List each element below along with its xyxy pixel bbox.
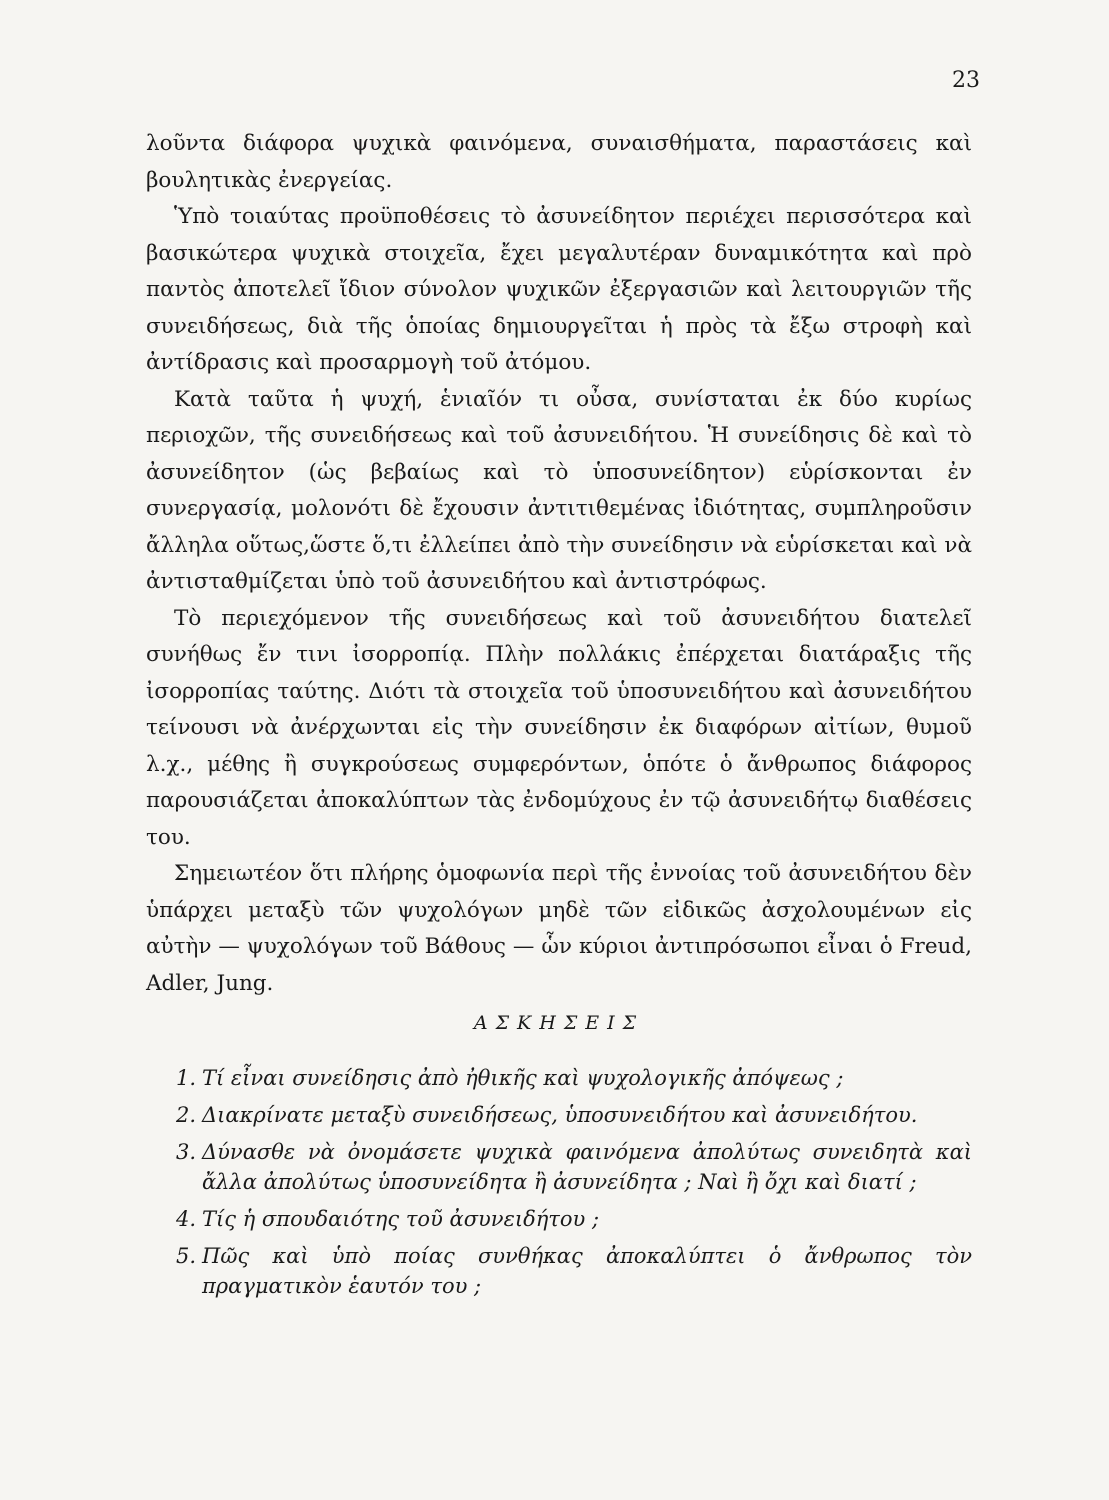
exercise-number: 2. xyxy=(175,1103,196,1127)
exercise-number: 5. xyxy=(175,1244,196,1268)
exercise-list xyxy=(146,1063,972,1308)
paragraph: Σημειωτέον ὅτι πλήρης ὁμοφωνία περὶ τῆς ἐννοίας τοῦ ἀσυνειδήτου δὲν ὑπάρχει μεταξὺ τῶν ψυχολόγων μηδὲ τῶν εἰδικῶς ἀσχολουμένων εἰς αὐτὴν — ψυχολόγων τοῦ Βάθους — ὧν κύριοι ἀντιπρόσωποι εἶναι ὁ Freud, Adler, Jung. xyxy=(146,861,972,996)
body-text xyxy=(146,126,972,1002)
exercise-question: Διακρίνατε μεταξὺ συνειδήσεως, ὑποσυνειδήτου καὶ ἀσυνειδήτου. xyxy=(202,1103,918,1127)
exercise-item xyxy=(146,1204,972,1234)
page-number: 23 xyxy=(952,68,980,93)
paragraph: λοῦντα διάφορα ψυχικὰ φαινόμενα, συναισθήματα, παραστάσεις καὶ βουλητικὰς ἐνεργείας. xyxy=(146,131,972,193)
exercise-question: Πῶς καὶ ὑπὸ ποίας συνθήκας ἀποκαλύπτει ὁ ἄνθρωπος τὸν πραγματικὸν ἑαυτόν του ; xyxy=(202,1244,972,1298)
paragraph: Ὑπὸ τοιαύτας προϋποθέσεις τὸ ἀσυνείδητον περιέχει περισσότερα καὶ βασικώτερα ψυχικὰ στοιχεῖα, ἔχει μεγαλυτέραν δυναμικότητα καὶ πρὸ παντὸς ἀποτελεῖ ἴδιον σύνολον ψυχικῶν ἐξεργασιῶν καὶ λειτουργιῶν τῆς συνειδήσεως, διὰ τῆς ὁποίας δημιουργεῖται ἡ πρὸς τὰ ἔξω στροφὴ καὶ ἀντίδρασις καὶ προσαρμογὴ τοῦ ἀτόμου. xyxy=(146,204,972,375)
exercise-item xyxy=(146,1063,972,1093)
exercise-question: Τίς ἡ σπουδαιότης τοῦ ἀσυνειδήτου ; xyxy=(202,1207,600,1231)
paragraph: Τὸ περιεχόμενον τῆς συνειδήσεως καὶ τοῦ ἀσυνειδήτου διατελεῖ συνήθως ἔν τινι ἰσορροπίᾳ. Πλὴν πολλάκις ἐπέρχεται διατάραξις τῆς ἰσορροπίας ταύτης. Διότι τὰ στοιχεῖα τοῦ ὑποσυνειδήτου καὶ ἀσυνειδήτου τείνουσι νὰ ἀνέρχωνται εἰς τὴν συνείδησιν ἐκ διαφόρων αἰτίων, θυμοῦ λ.χ., μέθης ἢ συγκρούσεως συμφερόντων, ὁπότε ὁ ἄνθρωπος διάφορος παρουσιάζεται ἀποκαλύπτων τὰς ἐνδομύχους ἐν τῷ ἀσυνειδήτῳ διαθέσεις του. xyxy=(146,605,972,850)
exercise-number: 4. xyxy=(175,1207,196,1231)
paragraph: Κατὰ ταῦτα ἡ ψυχή, ἑνιαῖόν τι οὖσα, συνίσταται ἐκ δύο κυρίως περιοχῶν, τῆς συνειδήσεως καὶ τοῦ ἀσυνειδήτου. Ἡ συνείδησις δὲ καὶ τὸ ἀσυνείδητον (ὡς βεβαίως καὶ τὸ ὑποσυνείδητον) εὑρίσκονται ἐν συνεργασίᾳ, μολονότι δὲ ἔχουσιν ἀντιτιθεμένας ἰδιότητας, συμπληροῦσιν ἄλληλα οὕτως,ὥστε ὅ,τι ἐλλείπει ἀπὸ τὴν συνείδησιν νὰ εὑρίσκεται καὶ νὰ ἀντισταθμίζεται ὑπὸ τοῦ ἀσυνειδήτου καὶ ἀντιστρόφως. xyxy=(146,386,972,594)
exercise-number: 3. xyxy=(175,1140,196,1164)
exercise-number: 1. xyxy=(175,1066,196,1090)
exercise-item xyxy=(146,1100,972,1130)
exercise-question: Δύνασθε νὰ ὀνομάσετε ψυχικὰ φαινόμενα ἀπολύτως συνειδητὰ καὶ ἄλλα ἀπολύτως ὑποσυνείδητα ἢ ἀσυνείδητα ; Ναὶ ἢ ὄχι καὶ διατί ; xyxy=(202,1140,972,1194)
exercise-question: Τί εἶναι συνείδησις ἀπὸ ἠθικῆς καὶ ψυχολογικῆς ἀπόψεως ; xyxy=(202,1066,844,1090)
exercise-item xyxy=(146,1137,972,1197)
exercises-title: ΑΣΚΗΣΕΙΣ xyxy=(473,1012,645,1034)
exercise-item xyxy=(146,1241,972,1301)
